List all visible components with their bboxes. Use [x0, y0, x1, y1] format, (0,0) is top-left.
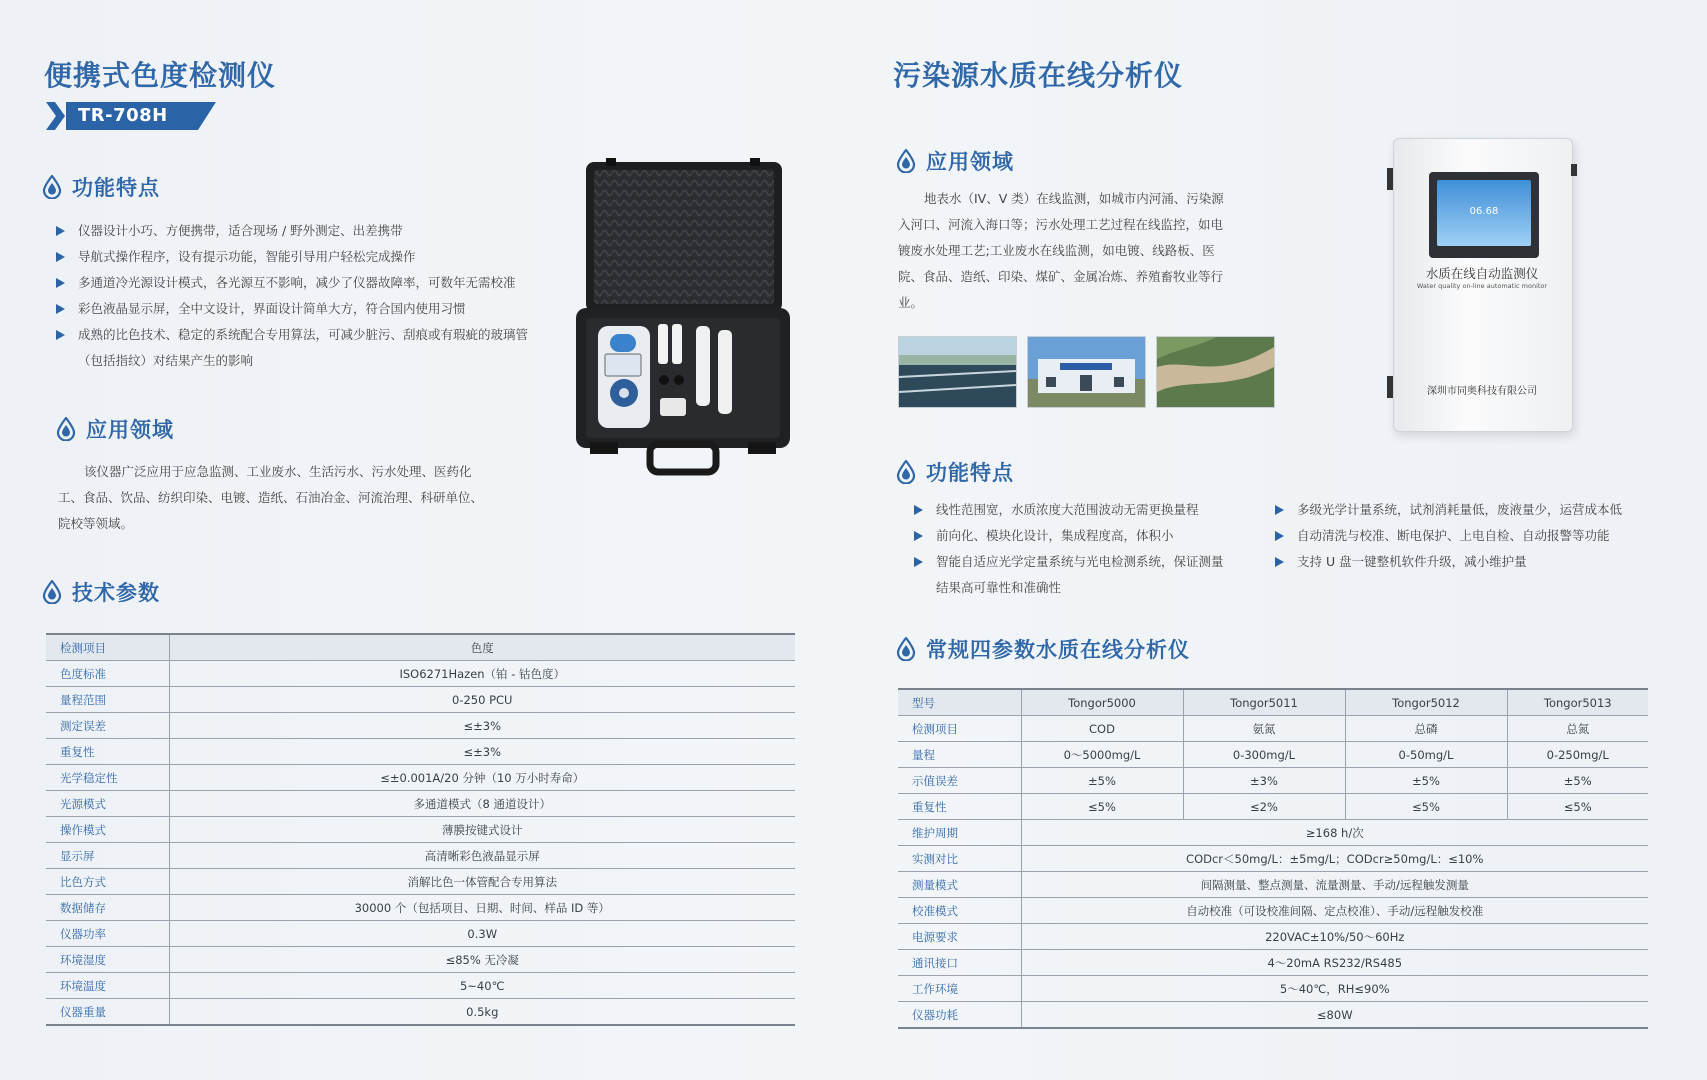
spec-row — [898, 742, 1648, 768]
spec-key: 型号 — [898, 689, 1021, 716]
feature-item: 前向化、模块化设计，集成程度高，体积小 — [914, 523, 1254, 549]
spec-row — [898, 846, 1648, 872]
right-features-list-2 — [1275, 497, 1655, 575]
spec-value: 0-300mg/L — [1183, 742, 1345, 768]
spec-row — [898, 1002, 1648, 1029]
right-application-text: 地表水（IV、V 类）在线监测，如城市内河涌、污染源 入河口、河流入海口等；污水处理工艺过程在线监控，如电 镀废水处理工艺;工业废水在线监测，如电镀、线路板、医 院、食品、造纸、印染、煤矿、金属冶炼、养殖畜牧业等行 业。 — [898, 191, 1224, 310]
spec-value: 0.5kg — [169, 999, 795, 1026]
model-column-header: Tongor5011 — [1183, 689, 1345, 716]
spec-value: ±3% — [1183, 768, 1345, 794]
left-spec-table — [46, 633, 795, 1026]
spec-value: ≤80W — [1021, 1002, 1648, 1029]
spec-value: ≤5% — [1021, 794, 1183, 820]
spec-value: 4～20mA RS232/RS485 — [1021, 950, 1648, 976]
right-table-heading: 常规四参数水质在线分析仪 — [896, 634, 1190, 664]
monitor-name-en: Water quality on-line automatic monitor — [1416, 282, 1548, 290]
spec-value: ≤±0.001A/20 分钟（10 万小时寿命） — [169, 765, 795, 791]
spec-value: 氨氮 — [1183, 716, 1345, 742]
spec-key: 环境湿度 — [46, 947, 169, 973]
spec-row — [46, 973, 795, 999]
spec-row — [898, 924, 1648, 950]
feature-item: 导航式操作程序，设有提示功能，智能引导用户轻松完成操作 — [56, 244, 576, 270]
right-product-title: 污染源水质在线分析仪 — [893, 59, 1184, 92]
spec-value: 色度 — [169, 634, 795, 661]
spec-key: 测量模式 — [898, 872, 1021, 898]
water-drop-icon — [896, 460, 916, 484]
spec-row — [898, 950, 1648, 976]
spec-key: 量程 — [898, 742, 1021, 768]
spec-value: 薄膜按键式设计 — [169, 817, 795, 843]
model-column-header: Tongor5000 — [1021, 689, 1183, 716]
spec-value: ≤85% 无冷凝 — [169, 947, 795, 973]
spec-key: 色度标准 — [46, 661, 169, 687]
spec-key: 通讯接口 — [898, 950, 1021, 976]
model-column-header: Tongor5013 — [1507, 689, 1648, 716]
spec-row — [898, 716, 1648, 742]
water-drop-icon — [56, 417, 76, 441]
spec-value: ±5% — [1507, 768, 1648, 794]
spec-value: ≥168 h/次 — [1021, 820, 1648, 846]
spec-key: 比色方式 — [46, 869, 169, 895]
spec-row — [46, 713, 795, 739]
spec-value: 间隔测量、整点测量、流量测量、手动/远程触发测量 — [1021, 872, 1648, 898]
spec-row — [46, 843, 795, 869]
left-product-title: 便携式色度检测仪 — [44, 59, 277, 92]
spec-key: 仪器功率 — [46, 921, 169, 947]
spec-row — [898, 976, 1648, 1002]
spec-row — [898, 820, 1648, 846]
spec-value: 0-50mg/L — [1345, 742, 1507, 768]
left-features-heading: 功能特点 — [42, 172, 160, 202]
model-tag — [46, 102, 226, 130]
spec-value: ≤2% — [1183, 794, 1345, 820]
feature-item: 彩色液晶显示屏，全中文设计，界面设计简单大方，符合国内使用习惯 — [56, 296, 576, 322]
monitor-company: 深圳市同奥科技有限公司 — [1427, 386, 1537, 397]
spec-key: 重复性 — [46, 739, 169, 765]
portable-colorimeter-case-image — [572, 158, 794, 476]
spec-value: ≤5% — [1345, 794, 1507, 820]
spec-value: 0-250mg/L — [1507, 742, 1648, 768]
spec-value: 总氮 — [1507, 716, 1648, 742]
model-number: TR-708H — [78, 105, 168, 126]
spec-row — [46, 687, 795, 713]
spec-row — [898, 794, 1648, 820]
spec-key: 示值误差 — [898, 768, 1021, 794]
spec-row — [46, 791, 795, 817]
spec-key: 维护周期 — [898, 820, 1021, 846]
water-quality-monitor-image — [1387, 138, 1577, 430]
chevron-right-icon — [46, 102, 68, 130]
spec-value: 0-250 PCU — [169, 687, 795, 713]
river-estuary-photo — [1156, 336, 1275, 408]
spec-value: 5~40℃ — [169, 973, 795, 999]
left-features-list — [56, 218, 576, 374]
spec-row — [46, 921, 795, 947]
water-drop-icon — [896, 149, 916, 173]
spec-key: 测定误差 — [46, 713, 169, 739]
spec-row — [46, 661, 795, 687]
spec-row — [46, 739, 795, 765]
spec-key: 检测项目 — [898, 716, 1021, 742]
spec-key: 实测对比 — [898, 846, 1021, 872]
spec-row — [46, 634, 795, 661]
sewage-plant-photo — [898, 336, 1017, 408]
spec-value: COD — [1021, 716, 1183, 742]
spec-row — [46, 895, 795, 921]
spec-row — [898, 872, 1648, 898]
feature-item: 仪器设计小巧、方便携带，适合现场 / 野外测定、出差携带 — [56, 218, 576, 244]
spec-key: 环境温度 — [46, 973, 169, 999]
spec-header-row — [898, 689, 1648, 716]
spec-value: ±5% — [1021, 768, 1183, 794]
spec-key: 仪器重量 — [46, 999, 169, 1026]
feature-item: 多通道冷光源设计模式，各光源互不影响，减少了仪器故障率，可数年无需校准 — [56, 270, 576, 296]
spec-value: 消解比色一体管配合专用算法 — [169, 869, 795, 895]
right-spec-table — [898, 688, 1648, 1029]
spec-key: 重复性 — [898, 794, 1021, 820]
spec-value: 220VAC±10%/50～60Hz — [1021, 924, 1648, 950]
feature-item: 支持 U 盘一键整机软件升级，减小维护量 — [1275, 549, 1655, 575]
feature-item: 智能自适应光学定量系统与光电检测系统，保证测量 — [914, 549, 1254, 575]
spec-value: ≤±3% — [169, 713, 795, 739]
spec-value: CODcr＜50mg/L：±5mg/L；CODcr≥50mg/L：≤10% — [1021, 846, 1648, 872]
water-drop-icon — [896, 637, 916, 661]
spec-value: ISO6271Hazen（铂 - 钴色度） — [169, 661, 795, 687]
spec-value: ±5% — [1345, 768, 1507, 794]
spec-row — [46, 947, 795, 973]
spec-value: ≤5% — [1507, 794, 1648, 820]
model-column-header: Tongor5012 — [1345, 689, 1507, 716]
right-features-heading: 功能特点 — [896, 457, 1014, 487]
spec-key: 光学稳定性 — [46, 765, 169, 791]
water-drop-icon — [42, 580, 62, 604]
spec-row — [46, 765, 795, 791]
spec-value: 总磷 — [1345, 716, 1507, 742]
feature-item-cont: （包括指纹）对结果产生的影响 — [78, 353, 254, 368]
spec-key: 校准模式 — [898, 898, 1021, 924]
monitor-screen-value: 06.68 — [1469, 206, 1499, 217]
feature-item-cont: 结果高可靠性和准确性 — [936, 580, 1062, 595]
left-application-text: 该仪器广泛应用于应急监测、工业废水、生活污水、污水处理、医药化 工、食品、饮品、纺织印染、电镀、造纸、石油冶金、河流治理、科研单位、 院校等领域。 — [58, 464, 484, 531]
spec-row — [898, 768, 1648, 794]
left-application-heading: 应用领域 — [56, 414, 174, 444]
spec-row — [46, 817, 795, 843]
spec-key: 检测项目 — [46, 634, 169, 661]
spec-key: 仪器功耗 — [898, 1002, 1021, 1029]
spec-key: 数据储存 — [46, 895, 169, 921]
monitoring-station-photo — [1027, 336, 1146, 408]
spec-key: 电源要求 — [898, 924, 1021, 950]
spec-value: 5～40℃，RH≤90% — [1021, 976, 1648, 1002]
spec-value: 0～5000mg/L — [1021, 742, 1183, 768]
spec-value: 高清晰彩色液晶显示屏 — [169, 843, 795, 869]
spec-row — [46, 869, 795, 895]
feature-item: 自动清洗与校准、断电保护、上电自检、自动报警等功能 — [1275, 523, 1655, 549]
spec-value: ≤±3% — [169, 739, 795, 765]
spec-key: 光源模式 — [46, 791, 169, 817]
spec-value: 0.3W — [169, 921, 795, 947]
feature-item: 多级光学计量系统，试剂消耗量低，废液量少，运营成本低 — [1275, 497, 1655, 523]
spec-row — [898, 898, 1648, 924]
right-features-list-1 — [914, 497, 1254, 601]
left-spec-heading: 技术参数 — [42, 577, 160, 607]
feature-item: 成熟的比色技术、稳定的系统配合专用算法，可减少脏污、刮痕或有瑕疵的玻璃管 — [56, 322, 576, 348]
spec-value: 多通道模式（8 通道设计） — [169, 791, 795, 817]
spec-value: 自动校准（可设校准间隔、定点校准）、手动/远程触发校准 — [1021, 898, 1648, 924]
water-drop-icon — [42, 175, 62, 199]
spec-key: 工作环境 — [898, 976, 1021, 1002]
spec-key: 操作模式 — [46, 817, 169, 843]
spec-key: 量程范围 — [46, 687, 169, 713]
monitor-name: 水质在线自动监测仪 — [1425, 266, 1539, 281]
feature-item: 线性范围宽，水质浓度大范围波动无需更换量程 — [914, 497, 1254, 523]
spec-value: 30000 个（包括项目、日期、时间、样品 ID 等） — [169, 895, 795, 921]
right-application-heading: 应用领域 — [896, 146, 1014, 176]
spec-key: 显示屏 — [46, 843, 169, 869]
spec-row — [46, 999, 795, 1026]
